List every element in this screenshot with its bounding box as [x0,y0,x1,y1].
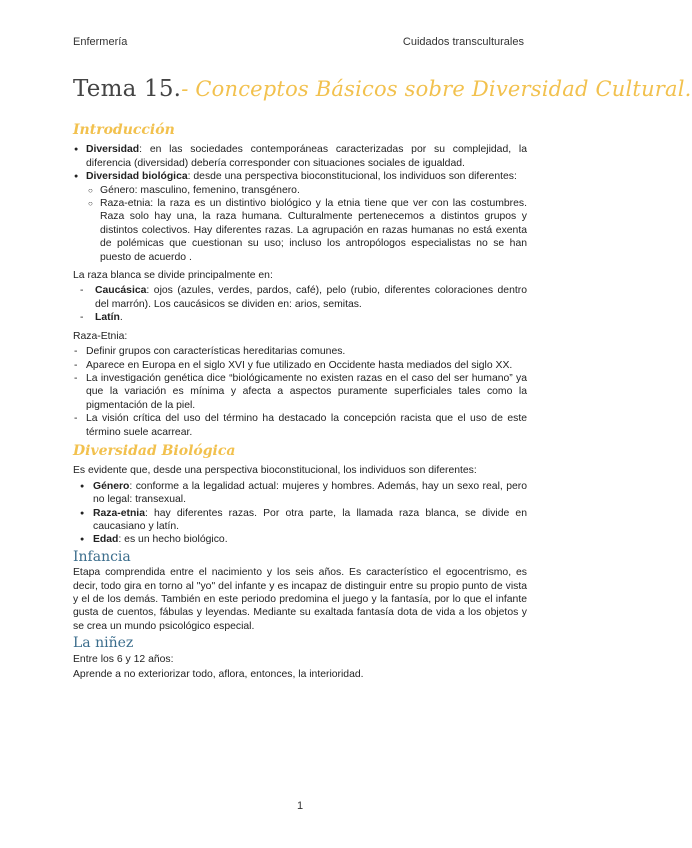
heading-infancia: Infancia [73,548,131,565]
text-diversidad-biologica: : desde una perspectiva bioconstitucional, los individuos son diferentes: [187,171,517,183]
raza-blanca-intro: La raza blanca se divide principalmente en: [73,270,273,282]
ninez-line-1: Entre los 6 y 12 años: [73,653,174,665]
term-genero: Género [93,480,130,492]
text-edad: : es un hecho biológico. [118,534,228,546]
raza-etnia-item: - Aparece en Europa en el siglo XVI y fue utilizado en Occidente hasta mediados del siglo XX. [73,359,527,372]
subbullet-genero: ○ Género: masculino, femenino, transgénero. [73,184,527,197]
text-genero: : conforme a la legalidad actual: mujeres y hombres. Además, hay un sexo real, pero no legal: transexual. [93,480,527,506]
term-edad: Edad [93,534,119,546]
term-latin: Latín [95,312,120,324]
bullet-raza-etnia [73,507,527,534]
bullet-diversidad [73,143,527,170]
raza-etnia-item: - Definir grupos con características hereditarias comunes. [73,345,527,358]
term-raza-etnia: Raza-etnia [93,507,145,519]
raza-etnia-item: - La investigación genética dice “biológicamente no existen razas en el caso del ser humano” ya que la variación es mínima y afecta a aspectos puramente superficiales tales como la pigmentación de la piel. [73,372,527,412]
heading-diversidad-biologica: Diversidad Biológica [73,442,236,459]
text-caucasica: : ojos (azules, verdes, pardos, café), pelo (rubio, diferentes coloraciones dentro del marrón). Los caucásicos se dividen en: arios, semitas. [95,285,527,310]
header-subject: Enfermería [73,36,128,48]
page-title [73,76,692,102]
term-diversidad: Diversidad [86,144,140,156]
header-course: Cuidados transculturales [402,36,524,48]
subbullet-raza-etnia: ○ Raza-etnia: la raza es un distintivo biológico y la etnia tiene que ver con las costumbres. Raza solo hay una, la raza humana. Culturalmente pertenecemos a distintos grupos y distintos colectivos. Hay diferentes razas. La agrupación en razas humanas no está exenta de polémicas que cuestionan su uso; incluso los antropólogos especialistas no se han puesto de acuerdo . [73,197,527,264]
title-sub: - Conceptos Básicos sobre Diversidad Cultural. [181,77,692,101]
raza-etnia-item: - La visión crítica del uso del término ha destacado la concepción racista que el uso de este término suele acarrear. [73,412,527,439]
bullet-edad [73,533,527,546]
text-diversidad: : en las sociedades contemporáneas caracterizadas por su complejidad, la diferencia (diversidad) debería corresponder con situaciones sociales de igualdad. [86,144,527,169]
document-body [73,118,527,683]
dash-caucasica [73,284,527,311]
page-number: 1 [296,800,304,812]
bullet-diversidad-biologica [73,170,527,183]
diversidad-biologica-intro: Es evidente que, desde una perspectiva bioconstitucional, los individuos son diferentes: [73,465,477,477]
text-latin: . [119,312,123,324]
title-main: Tema 15. [73,76,182,102]
heading-introduccion: Introducción [73,122,175,138]
heading-ninez: La niñez [73,635,134,652]
dash-latin [73,311,527,324]
term-diversidad-biologica: Diversidad biológica [86,171,188,183]
ninez-line-2: Aprende a no exteriorizar todo, aflora, entonces, la interioridad. [73,669,364,681]
bullet-genero [73,480,527,507]
raza-etnia-label: Raza-Etnia: [73,330,128,342]
text-raza-etnia: : hay diferentes razas. Por otra parte, la llamada raza blanca, se divide en caucasiano y latín. [93,507,527,532]
term-caucasica: Caucásica [95,285,147,297]
infancia-text: Etapa comprendida entre el nacimiento y los seis años. Es característico el egocentrismo, es decir, todo gira en torno al "yo" del infante y es incapaz de distinguir entre su propio punto de vista y el de los demás. También en este periodo predomina el juego y la fantasía, por lo que el infante gusta de cuentos, fábulas y leyendas. Mediante su exaltada fantasía dota de vida a los objetos y se crea un mundo psicológico especial. [73,567,527,632]
